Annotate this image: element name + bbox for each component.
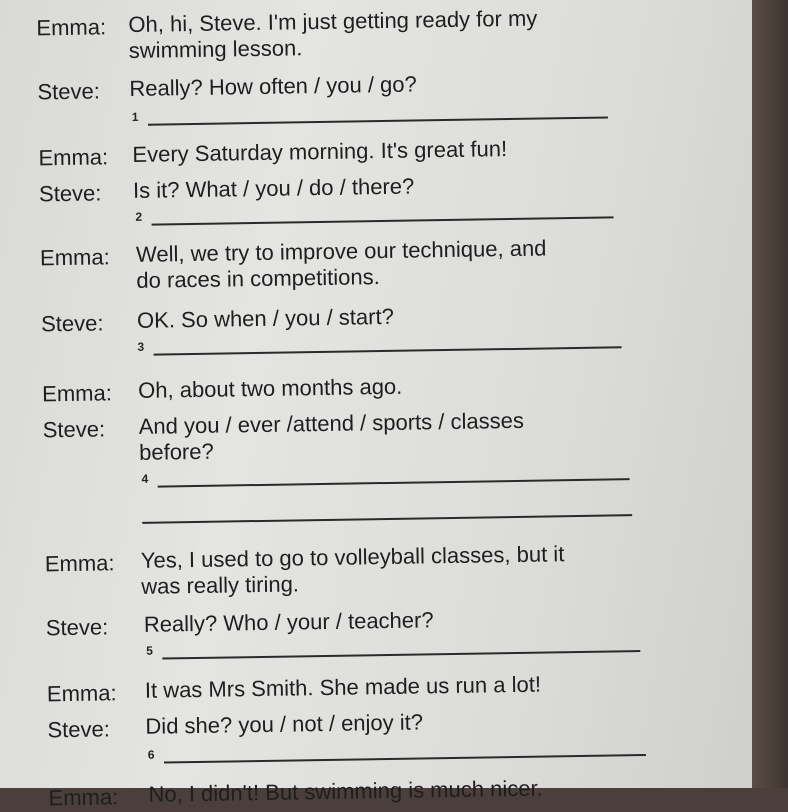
speaker-label: Steve: [37, 78, 101, 105]
dialogue-line: Well, we try to improve our technique, and [135, 235, 547, 267]
speaker-label: Emma: [41, 380, 113, 407]
blank-number: 5 [146, 643, 154, 658]
speaker-label: Emma: [44, 550, 115, 577]
speaker-label: Steve: [47, 716, 111, 743]
answer-blank-2[interactable] [152, 216, 614, 225]
dialogue-line: do races in competitions. [136, 264, 380, 293]
speaker-label: Steve: [38, 180, 102, 207]
answer-blank-1[interactable] [148, 116, 608, 125]
speaker-label: Steve: [45, 614, 109, 641]
dialogue-line: Really? Who / your / teacher? [143, 607, 434, 637]
blank-number: 6 [147, 747, 155, 762]
dialogue-line: It was Mrs Smith. She made us run a lot! [144, 671, 542, 703]
speaker-label: Emma: [39, 244, 110, 271]
page-edge-shadow [752, 0, 788, 788]
dialogue-line: And you / ever /attend / sports / classes [138, 407, 525, 439]
answer-blank-3[interactable] [154, 346, 622, 355]
dialogue-line: OK. So when / you / start? [136, 303, 395, 333]
dialogue-line: Oh, about two months ago. [137, 373, 403, 403]
answer-blank-4b[interactable] [142, 514, 632, 524]
dialogue-line: was really tiring. [141, 571, 300, 599]
blank-number: 3 [137, 339, 145, 354]
blank-number: 2 [135, 209, 143, 224]
dialogue-line: No, I didn't! But swimming is much nicer. [148, 775, 543, 807]
dialogue-line: swimming lesson. [128, 35, 303, 63]
speaker-label: Emma: [38, 144, 109, 171]
dialogue-line: before? [138, 438, 214, 465]
speaker-label: Emma: [46, 680, 117, 707]
answer-blank-5[interactable] [162, 650, 640, 660]
speaker-label: Steve: [40, 310, 104, 337]
dialogue-line: Is it? What / you / do / there? [132, 173, 415, 203]
dialogue-line: Did she? you / not / enjoy it? [145, 709, 424, 739]
speaker-label: Emma: [48, 784, 119, 811]
blank-number: 1 [131, 109, 139, 124]
blank-number: 4 [141, 471, 149, 486]
dialogue-line: Oh, hi, Steve. I'm just getting ready for my [128, 5, 538, 37]
answer-blank-6[interactable] [164, 754, 646, 764]
dialogue-line: Really? How often / you / go? [129, 71, 417, 101]
speaker-label: Emma: [36, 14, 107, 41]
dialogue-line: Every Saturday morning. It's great fun! [132, 136, 508, 167]
dialogue-line: Yes, I used to go to volleyball classes, but it [140, 541, 565, 573]
speaker-label: Steve: [42, 416, 106, 443]
answer-blank-4a[interactable] [158, 478, 630, 487]
